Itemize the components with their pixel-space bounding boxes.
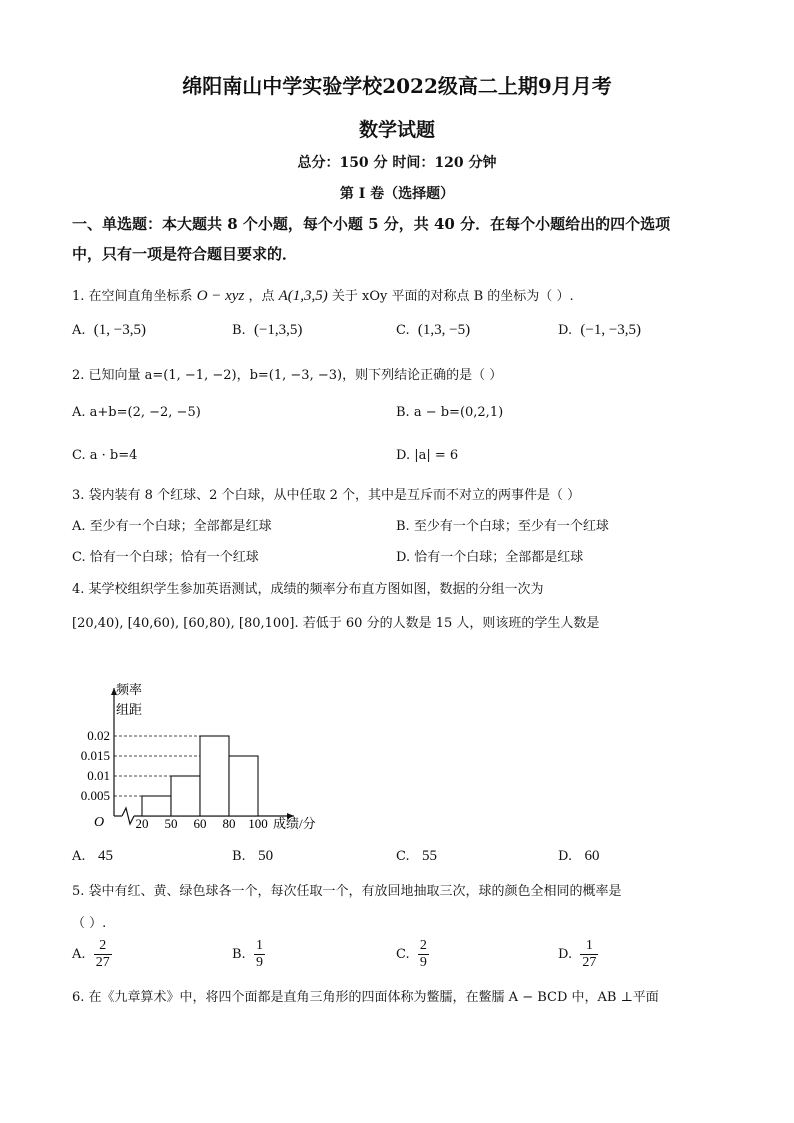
x-tick-label: 80 — [222, 816, 236, 831]
q4-option-a-value: 45 — [97, 848, 113, 864]
q5-option-b-fraction — [254, 938, 265, 971]
x-tick-label: 60 — [193, 816, 207, 831]
section-heading-line1: 一、单选题：本大题共 8 个小题，每个小题 5 分，共 40 分．在每个小题给出的四个选项 — [72, 215, 671, 233]
q5-option-d-denominator: 27 — [582, 955, 597, 970]
q4-option-d-value: 60 — [584, 848, 600, 864]
histogram-bar-[60,80) — [200, 736, 229, 816]
q1-math-2: A(1,3,5) — [278, 288, 328, 304]
y-tick-label: 0.005 — [80, 788, 110, 803]
q1-text-3: 关于 xOy 平面的对称点 B 的坐标为（ ）. — [331, 289, 574, 304]
q4-option-c-value: 55 — [422, 848, 438, 864]
section-heading-line2: 中，只有一项是符合题目要求的． — [72, 245, 298, 263]
q4-option-b — [232, 848, 273, 865]
q3-option-c: C. 恰有一个白球；恰有一个红球 — [72, 550, 259, 565]
q5-option-a-denominator: 27 — [95, 955, 110, 970]
y-axis-title-top: 频率 — [116, 682, 143, 697]
q5-option-d — [558, 938, 598, 971]
q1-option-a — [72, 322, 146, 339]
q5-option-b-letter: B. — [232, 947, 246, 962]
y-axis-title-bottom: 组距 — [116, 702, 143, 717]
q1-option-d-value: (−1, −3,5) — [580, 322, 642, 338]
question-5-stem: 5. 袋中有红、黄、绿色球各一个，每次任取一个，有放回地抽取三次，球的颜色全相同的概率是 — [72, 884, 622, 899]
q1-option-b-value: (−1,3,5) — [253, 322, 303, 338]
histogram-bar-[20,40) — [142, 796, 171, 816]
q5-option-b-denominator: 9 — [255, 955, 263, 970]
q4-option-c — [396, 848, 437, 865]
q1-text-2: ，点 — [248, 289, 275, 304]
question-5-paren: （ ）. — [72, 916, 107, 931]
q1-option-b-letter: B. — [232, 323, 246, 338]
subject-title: 数学试题 — [358, 119, 435, 141]
exam-title: 绵阳南山中学实验学校2022级高二上期9月月考 — [182, 74, 612, 98]
q3-option-a: A. 至少有一个白球；全部都是红球 — [72, 519, 272, 534]
volume-title: 第 I 卷（选择题） — [339, 186, 455, 202]
q5-option-c-numerator: 2 — [419, 938, 427, 953]
q1-option-c — [396, 322, 470, 339]
question-4-stem: 4. 某学校组织学生参加英语测试，成绩的频率分布直方图如图，数据的分组一次为 — [72, 582, 544, 597]
y-tick-label: 0.015 — [80, 748, 110, 763]
q2-option-d: D. |a| = 6 — [396, 448, 459, 463]
q5-option-c-fraction — [418, 938, 429, 971]
q5-option-a-numerator: 2 — [94, 938, 112, 955]
q4-option-d-letter: D. — [558, 849, 573, 864]
q4-option-b-letter: B. — [232, 849, 246, 864]
x-tick-label: 50 — [164, 816, 178, 831]
q4-option-a-letter: A. — [72, 849, 86, 864]
q5-option-d-fraction — [580, 938, 598, 971]
q4-option-b-value: 50 — [258, 848, 274, 864]
q5-option-b-numerator: 1 — [255, 938, 263, 953]
q5-option-a-letter: A. — [72, 947, 86, 962]
q5-option-c-denominator: 9 — [419, 955, 427, 970]
y-tick-label: 0.02 — [87, 728, 110, 743]
y-tick-label: 0.01 — [87, 768, 110, 783]
q1-option-c-value: (1,3, −5) — [417, 322, 471, 338]
frequency-histogram — [60, 676, 360, 836]
q5-option-b — [232, 938, 265, 971]
question-4-groups: [20,40), [40,60), [60,80), [80,100]. 若低于 60 分的人数是 15 人，则该班的学生人数是 — [72, 616, 600, 631]
q1-math-1: O − xyz — [196, 288, 245, 304]
question-3-stem: 3. 袋内装有 8 个红球、2 个白球，从中任取 2 个，其中是互斥而不对立的两事件是（ ） — [72, 488, 581, 503]
q1-option-d — [558, 322, 641, 339]
q2-option-b: B. a − b=(0,2,1) — [396, 405, 504, 420]
origin-label: O — [94, 815, 105, 830]
q1-option-a-value: (1, −3,5) — [93, 322, 146, 338]
q3-option-b: B. 至少有一个白球；至少有一个红球 — [396, 519, 609, 534]
q2-option-c: C. a · b=4 — [72, 448, 138, 463]
histogram-bar-[80,100] — [229, 756, 258, 816]
q2-option-a: A. a+b=(2, −2, −5) — [72, 405, 201, 420]
exam-meta: 总分：150 分 时间：120 分钟 — [297, 155, 497, 171]
q4-option-d — [558, 848, 600, 865]
q3-option-d: D. 恰有一个白球；全部都是红球 — [396, 550, 584, 565]
q1-option-b — [232, 322, 302, 339]
q4-option-c-letter: C. — [396, 849, 410, 864]
q5-option-d-letter: D. — [558, 947, 573, 962]
q1-text-1: 1. 在空间直角坐标系 — [72, 289, 193, 304]
q1-option-d-letter: D. — [558, 323, 573, 338]
question-2-stem: 2. 已知向量 a=(1, −1, −2)，b=(1, −3, −3)，则下列结论正确的是（ ） — [72, 368, 503, 383]
q4-option-a — [72, 848, 113, 865]
x-axis-title: 成绩/分 — [273, 816, 316, 831]
x-tick-label: 100 — [248, 816, 268, 831]
x-tick-label: 20 — [135, 816, 149, 831]
q1-option-a-letter: A. — [72, 323, 86, 338]
question-6-stem: 6. 在《九章算术》中，将四个面都是直角三角形的四面体称为鳖臑，在鳖臑 A − BCD 中，AB ⊥平面 — [72, 990, 659, 1005]
axis-break — [122, 808, 134, 824]
question-1-stem — [72, 285, 574, 305]
histogram-bar-[40,60) — [171, 776, 200, 816]
q1-option-c-letter: C. — [396, 323, 410, 338]
q5-option-d-numerator: 1 — [580, 938, 598, 955]
q5-option-c-letter: C. — [396, 947, 410, 962]
q5-option-a — [72, 938, 112, 971]
q5-option-a-fraction — [94, 938, 112, 971]
q5-option-c — [396, 938, 429, 971]
